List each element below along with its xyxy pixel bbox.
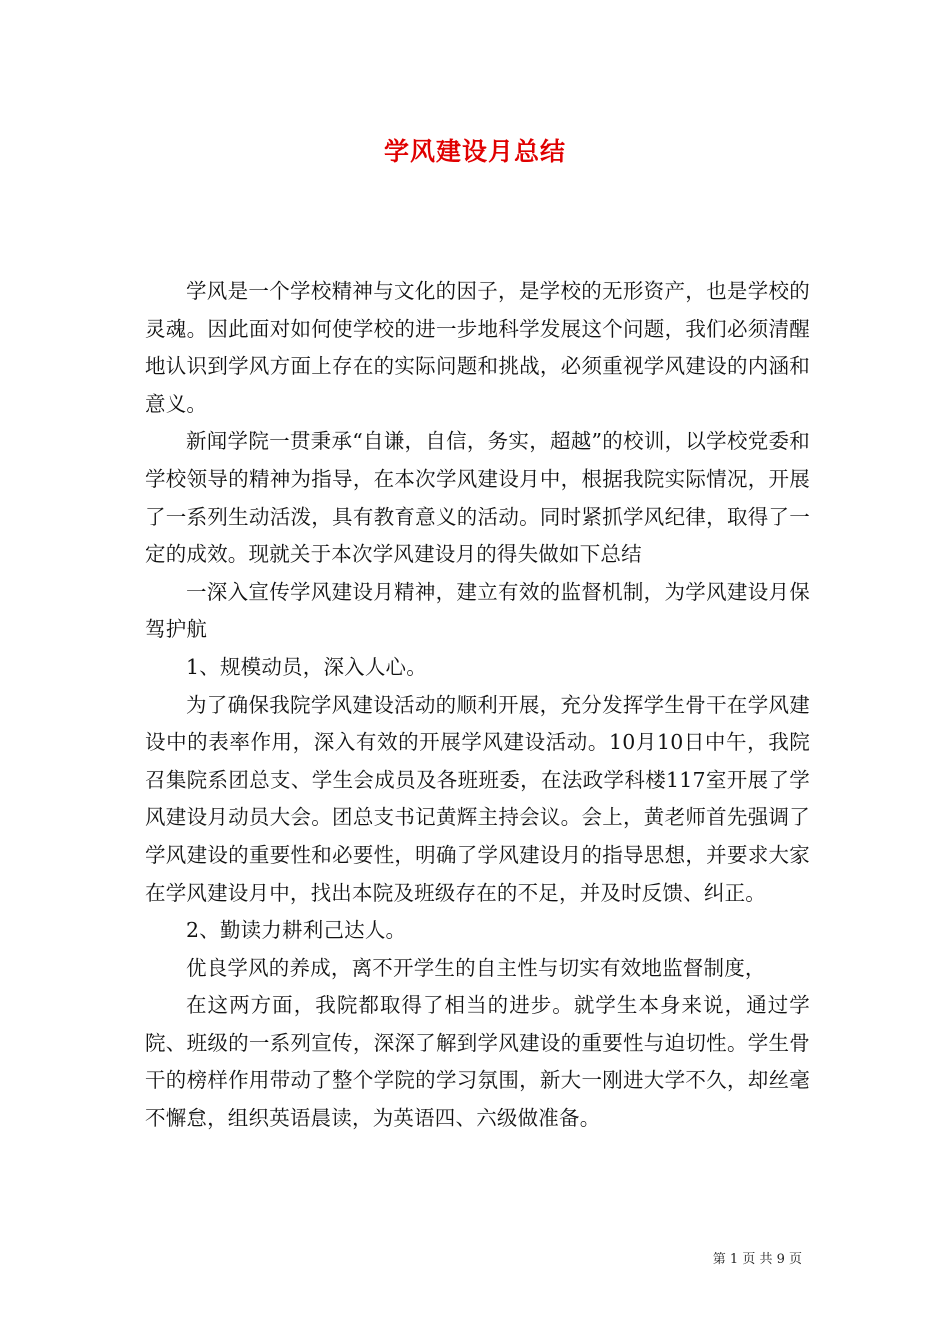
paragraph-progress: 在这两方面，我院都取得了相当的进步。就学生本身来说，通过学院、班级的一系列宣传，深深了解到学风建设的重要性与迫切性。学生骨干的榜样作用带动了整个学院的学习氛围，新大一刚进大学不久，却丝毫不懈怠，组织英语晨读，为英语四、六级做准备。 <box>145 993 810 1131</box>
paragraph-intro: 学风是一个学校精神与文化的因子，是学校的无形资产，也是学校的灵魂。因此面对如何使学校的进一步地科学发展这个问题，我们必须清醒地认识到学风方面上存在的实际问题和挑战，必须重视学风建设的内涵和意义。 <box>145 279 810 416</box>
document-title: 学风建设月总结 <box>383 137 566 166</box>
subheading-2: 2、勤读力耕利己达人。 <box>186 918 407 943</box>
section-heading-1: 一深入宣传学风建设月精神，建立有效的监督机制，为学风建设月保驾护航 <box>145 579 810 642</box>
paragraph-overview: 新闻学院一贯秉承“自谦，自信，务实，超越”的校训，以学校党委和学校领导的精神为指导，在本次学风建设月中，根据我院实际情况，开展了一系列生动活泼，具有教育意义的活动。同时紧抓学风纪律，取得了一定的成效。现就关于本次学风建设月的得失做如下总结 <box>145 429 810 567</box>
subheading-1: 1、规模动员，深入人心。 <box>186 654 427 679</box>
document-body <box>145 273 810 1138</box>
paragraph-study-style: 优良学风的养成，离不开学生的自主性与切实有效地监督制度， <box>186 955 766 980</box>
page-number: 第 1 页 共 9 页 <box>712 1252 802 1267</box>
paragraph-mobilization: 为了确保我院学风建设活动的顺利开展，充分发挥学生骨干在学风建设中的表率作用，深入有效的开展学风建设活动。10月10日中午，我院召集院系团总支、学生会成员及各班班委，在法政学科楼117室开展了学风建设月动员大会。团总支书记黄辉主持会议。会上，黄老师首先强调了学风建设的重要性和必要性，明确了学风建设月的指导思想，并要求大家在学风建设月中，找出本院及班级存在的不足，并及时反馈、纠正。 <box>145 692 810 905</box>
